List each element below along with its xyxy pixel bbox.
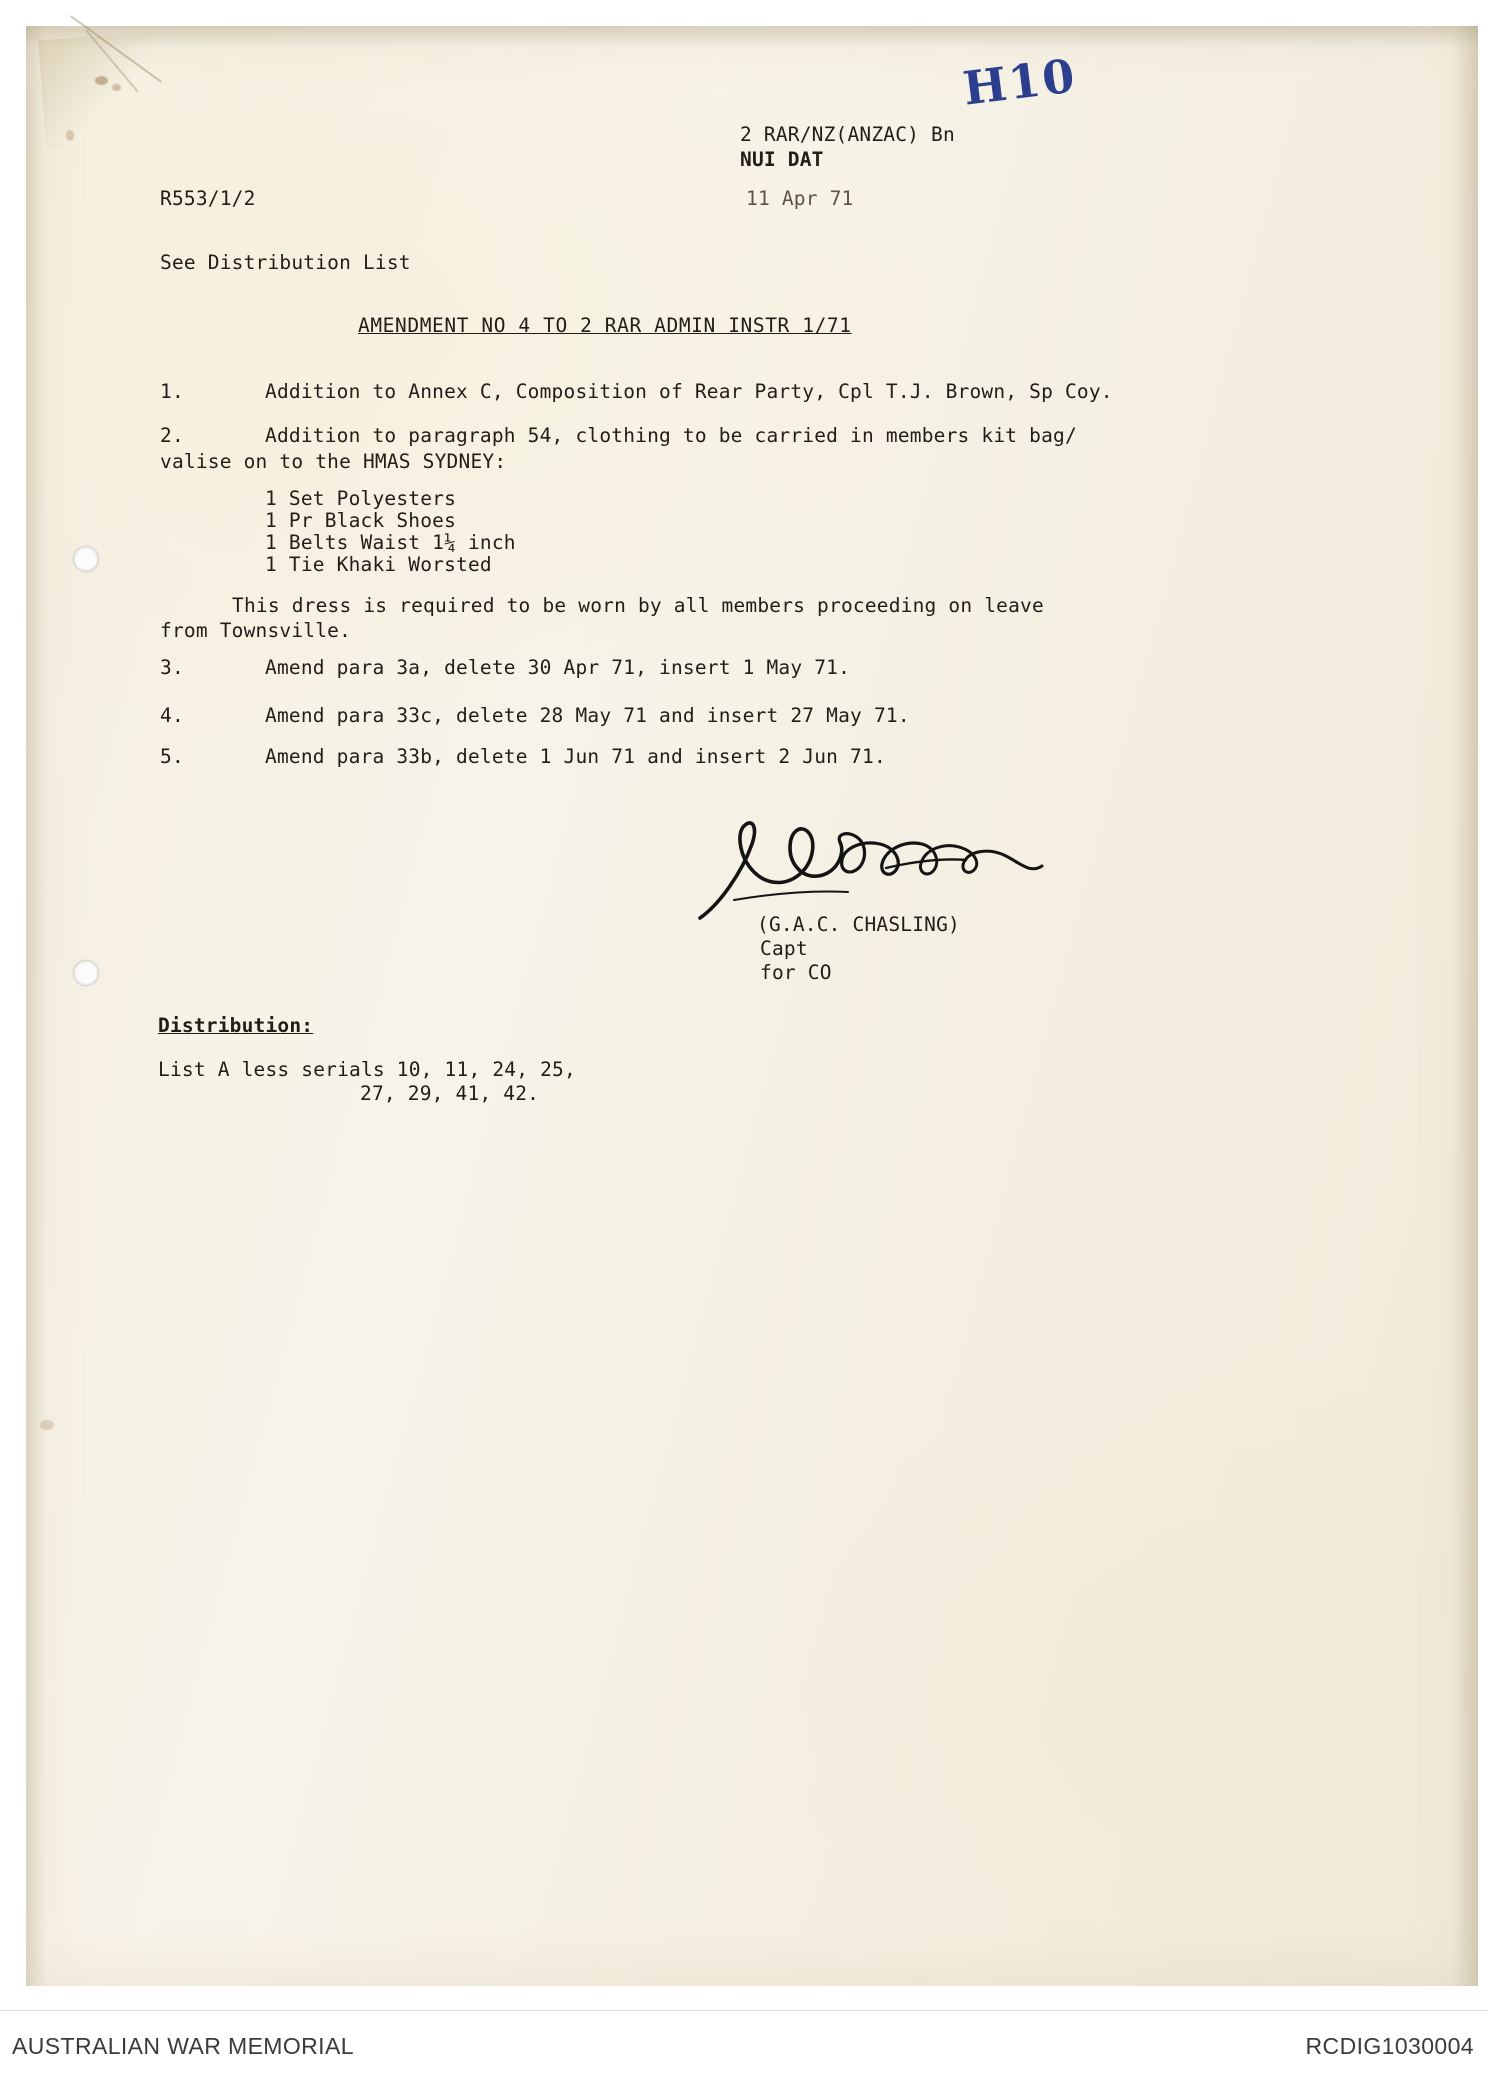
handwritten-reference-annotation: H10: [960, 48, 1080, 116]
unit-header-line-1: 2 RAR/NZ(ANZAC) Bn: [740, 123, 955, 146]
handwritten-signature: [690, 800, 1050, 930]
dress-note-line-2: from Townsville.: [160, 619, 352, 642]
paragraph-1-text: Addition to Annex C, Composition of Rear Party, Cpl T.J. Brown, Sp Coy.: [265, 380, 1113, 403]
archive-footer-bar: [0, 2010, 1488, 2082]
file-reference: R553/1/2: [160, 187, 256, 210]
archive-identifier-label: RCDIG1030004: [1305, 2033, 1474, 2059]
clothing-item-2: 1 Pr Black Shoes: [265, 509, 457, 532]
distribution-heading: Distribution:: [158, 1014, 314, 1037]
distribution-line-1: List A less serials 10, 11, 24, 25,: [158, 1058, 576, 1081]
paragraph-5-text: Amend para 33b, delete 1 Jun 71 and insert 2 Jun 71.: [265, 745, 886, 768]
document-title: AMENDMENT NO 4 TO 2 RAR ADMIN INSTR 1/71: [358, 314, 852, 337]
paragraph-2-number: 2.: [160, 424, 184, 447]
signatory-name: (G.A.C. CHASLING): [757, 913, 960, 936]
paragraph-3-text: Amend para 3a, delete 30 Apr 71, insert 1 May 71.: [265, 656, 851, 679]
paragraph-3-number: 3.: [160, 656, 184, 679]
paragraph-5-number: 5.: [160, 745, 184, 768]
clothing-item-4: 1 Tie Khaki Worsted: [265, 553, 492, 576]
archive-institution-label: AUSTRALIAN WAR MEMORIAL: [12, 2033, 354, 2059]
clothing-item-3: 1 Belts Waist 1¼ inch: [265, 531, 516, 554]
distribution-line-2: 27, 29, 41, 42.: [360, 1082, 540, 1105]
dress-note-line-1: This dress is required to be worn by all members proceeding on leave: [232, 594, 1044, 617]
signatory-authority: for CO: [760, 961, 832, 984]
document-date: 11 Apr 71: [746, 187, 854, 210]
clothing-item-1: 1 Set Polyesters: [265, 487, 457, 510]
paragraph-2-text-continued: valise on to the HMAS SYDNEY:: [160, 450, 507, 473]
signatory-rank: Capt: [760, 937, 808, 960]
paragraph-1-number: 1.: [160, 380, 184, 403]
paragraph-4-number: 4.: [160, 704, 184, 727]
paragraph-4-text: Amend para 33c, delete 28 May 71 and insert 27 May 71.: [265, 704, 910, 727]
addressee-line: See Distribution List: [160, 251, 411, 274]
paragraph-2-text: Addition to paragraph 54, clothing to be carried in members kit bag/: [265, 424, 1077, 447]
unit-header-line-2: NUI DAT: [740, 148, 824, 171]
